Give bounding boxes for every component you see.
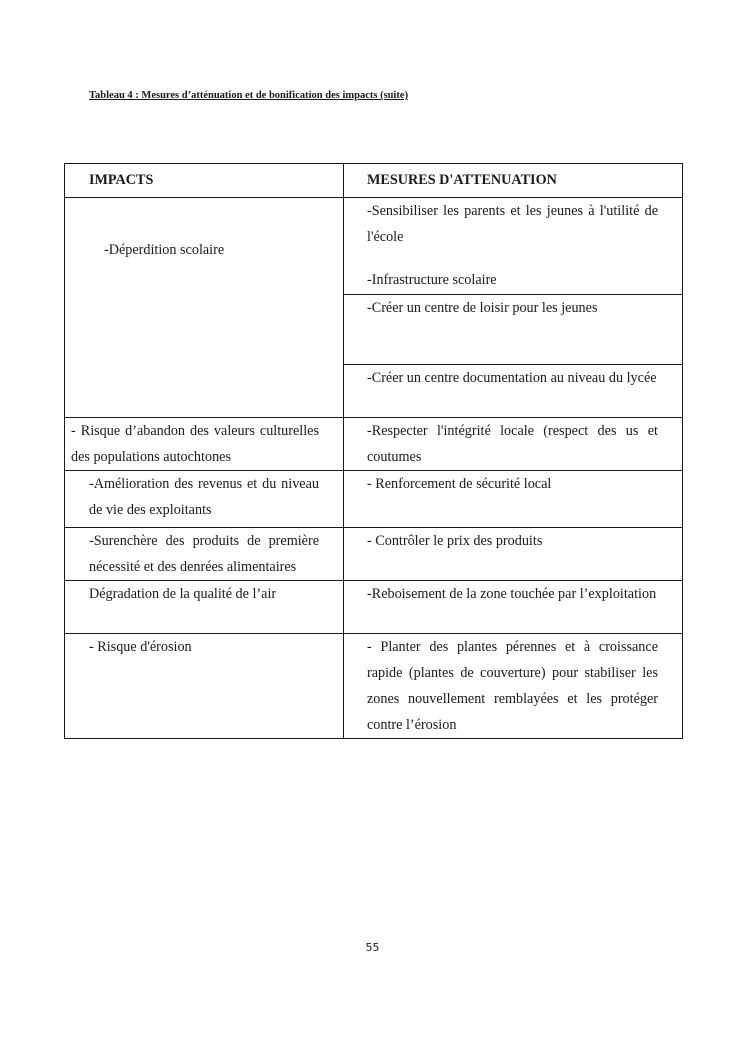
mesure-text: -Infrastructure scolaire [367,272,497,288]
table-row [65,198,683,295]
impact-cell [65,528,344,581]
impact-text: Dégradation de la qualité de l’air [89,586,277,602]
mesure-cell [344,418,683,471]
mitigation-table [64,163,683,739]
mesure-text: -Créer un centre documentation au niveau du lycée [367,370,657,386]
impact-cell [65,471,344,528]
table-row [65,528,683,581]
table-caption: Tableau 4 : Mesures d’atténuation et de bonification des impacts (suite) [89,90,409,101]
table-row [65,418,683,471]
impact-text: -Amélioration des revenus et du niveau de vie des exploitants [89,476,319,518]
impact-text: -Surenchère des produits de première nécessité et des denrées alimentaires [89,533,319,575]
mesure-text: -Sensibiliser les parents et les jeunes à l'utilité de l'école [367,203,658,245]
impact-cell [65,418,344,471]
impact-cell [65,634,344,739]
mesure-text: - Renforcement de sécurité local [367,476,552,492]
impact-cell [65,198,344,418]
mesure-text: - Planter des plantes pérennes et à croissance rapide (plantes de couverture) pour stabiliser les zones nouvellement remblayées et les protéger contre l’érosion [367,639,658,733]
impact-text: -Déperdition scolaire [104,242,225,258]
header-impacts: IMPACTS [89,172,154,188]
mesure-cell [344,365,683,418]
mesure-cell [344,295,683,365]
mesure-text: -Reboisement de la zone touchée par l’exploitation [367,586,657,602]
page-number: 55 [365,941,380,954]
header-mesures: MESURES D'ATTENUATION [367,172,557,188]
header-cell-mesures [344,164,683,198]
mesure-cell [344,581,683,634]
impact-cell [65,581,344,634]
table-row [65,581,683,634]
mesure-cell [344,198,683,295]
mesure-cell [344,471,683,528]
table-row [65,471,683,528]
mesure-cell [344,528,683,581]
impact-text: - Risque d’abandon des valeurs culturelles des populations autochtones [71,423,319,465]
table-header-row [65,164,683,198]
mesure-text: -Respecter l'intégrité locale (respect des us et coutumes [367,423,658,465]
impact-text: - Risque d'érosion [89,639,192,655]
header-cell-impacts [65,164,344,198]
mesure-text: -Créer un centre de loisir pour les jeunes [367,300,598,316]
table-row [65,634,683,739]
mesure-cell [344,634,683,739]
mesure-text: - Contrôler le prix des produits [367,533,543,549]
